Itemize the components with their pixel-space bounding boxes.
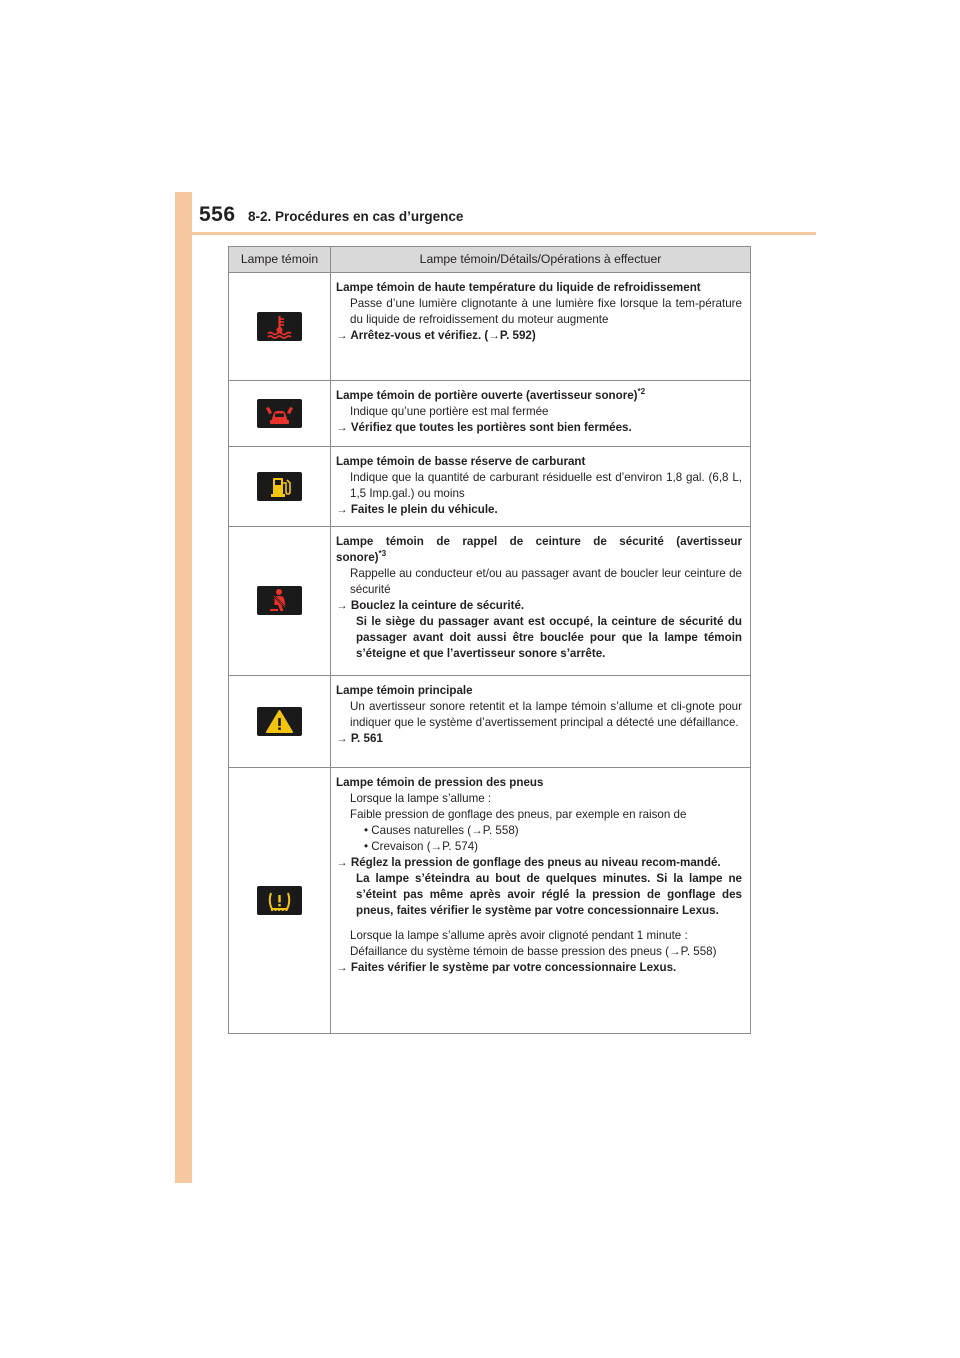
row-action: → Faites le plein du véhicule. bbox=[336, 502, 498, 516]
row-description: Un avertisseur sonore retentit et la lampe témoin s’allume et cli-gnote pour indiquer que le système d’avertissement principal a détecté une défaillance. bbox=[350, 699, 742, 729]
row-description: Rappelle au conducteur et/ou au passager avant de boucler leur ceinture de sécurité bbox=[350, 566, 742, 596]
row-description: Passe d’une lumière clignotante à une lumière fixe lorsque la tem-pérature du liquide de refroidissement du moteur augmente bbox=[350, 296, 742, 326]
table-row bbox=[229, 675, 751, 767]
row-title: Lampe témoin de pression des pneus bbox=[336, 775, 544, 789]
row-title: Lampe témoin de haute température du liquide de refroidissement bbox=[336, 281, 701, 294]
table-row bbox=[229, 273, 751, 381]
row-action: → Vérifiez que toutes les portières sont bien fermées. bbox=[336, 420, 632, 434]
column-header-details: Lampe témoin/Détails/Opérations à effectuer bbox=[331, 247, 751, 273]
row-title-continued: sonore) bbox=[336, 550, 379, 564]
table-row bbox=[229, 526, 751, 675]
row-description: Indique que la quantité de carburant résiduelle est d’environ 1,8 gal. (6,8 L, 1,5 Imp.gal.) ou moins bbox=[350, 470, 742, 500]
table-row bbox=[229, 447, 751, 527]
section-title: 8-2. Procédures en cas d’urgence bbox=[248, 209, 464, 224]
row-description: Lorsque la lampe s’allume après avoir clignoté pendant 1 minute : bbox=[350, 928, 688, 942]
row-action: → Arrêtez-vous et vérifiez. (→P. 592) bbox=[336, 328, 536, 342]
row-description: Lorsque la lampe s’allume : bbox=[350, 791, 492, 805]
footnote-marker: *2 bbox=[637, 387, 646, 397]
tire-pressure-icon bbox=[257, 886, 302, 915]
header-rule bbox=[192, 232, 816, 235]
row-title: Lampe témoin de rappel de ceinture de sécurité (avertisseur bbox=[336, 534, 742, 548]
table-row bbox=[229, 381, 751, 447]
row-title: Lampe témoin principale bbox=[336, 683, 473, 697]
row-action: → Faites vérifier le système par votre concessionnaire Lexus. bbox=[336, 960, 677, 974]
table-row bbox=[229, 767, 751, 1033]
list-item: • Causes naturelles (→P. 558) bbox=[364, 823, 519, 837]
table-header-row bbox=[229, 247, 751, 273]
coolant-temperature-icon bbox=[257, 312, 302, 341]
warning-lamp-table bbox=[228, 246, 751, 1034]
row-action-detail: Si le siège du passager avant est occupé, la ceinture de sécurité du passager avant doit aussi être bouclée pour que la lampe témoin s’éteigne et que l’avertisseur sonore s’arrête. bbox=[356, 614, 742, 660]
column-header-lamp: Lampe témoin bbox=[229, 247, 331, 273]
row-action: → Bouclez la ceinture de sécurité. bbox=[336, 598, 525, 612]
row-action-detail: La lampe s’éteindra au bout de quelques minutes. Si la lampe ne s’éteint pas même après avoir réglé la pression de gonflage des pneus, faites vérifier le système par votre concessionnaire Lexus. bbox=[356, 871, 742, 917]
row-description: Indique qu’une portière est mal fermée bbox=[350, 404, 549, 418]
list-item: • Crevaison (→P. 574) bbox=[364, 839, 479, 853]
page-number: 556 bbox=[199, 203, 236, 226]
row-description: Faible pression de gonflage des pneus, par exemple en raison de bbox=[350, 807, 687, 821]
master-warning-icon bbox=[257, 707, 302, 736]
row-action: → P. 561 bbox=[336, 731, 383, 745]
seatbelt-icon bbox=[257, 586, 302, 615]
row-action: → Réglez la pression de gonflage des pneus au niveau recom-mandé. bbox=[336, 855, 721, 869]
footnote-marker: *3 bbox=[378, 549, 387, 559]
side-thumb-band bbox=[175, 192, 192, 1183]
fuel-pump-icon bbox=[257, 472, 302, 501]
row-title: Lampe témoin de portière ouverte (avertisseur sonore) bbox=[336, 389, 638, 402]
row-description: Défaillance du système témoin de basse pression des pneus (→P. 558) bbox=[350, 944, 717, 958]
row-title: Lampe témoin de basse réserve de carburant bbox=[336, 455, 586, 468]
door-open-icon bbox=[257, 399, 302, 428]
